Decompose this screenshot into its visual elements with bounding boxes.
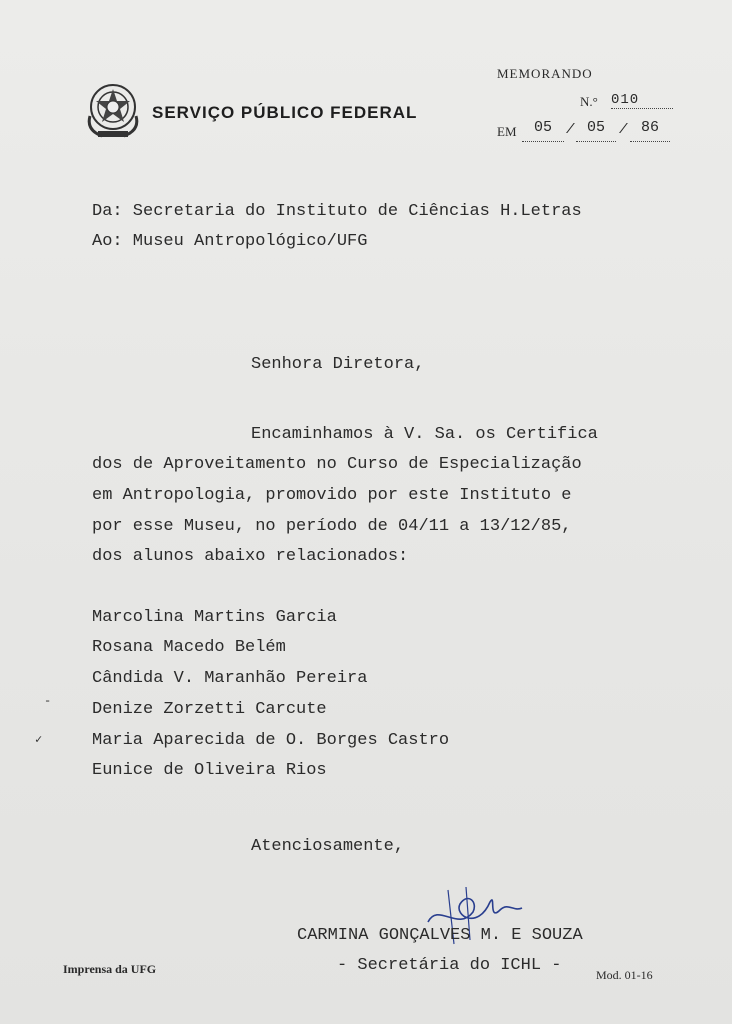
memo-label: MEMORANDO (497, 66, 593, 81)
signatory-title: - Secretária do ICHL - (337, 956, 562, 975)
student-name: Cândida V. Maranhão Pereira (92, 669, 368, 688)
memo-number-label: N.° (580, 94, 598, 109)
printer-credit: Imprensa da UFG (63, 962, 157, 976)
institution-title: SERVIÇO PÚBLICO FEDERAL (152, 103, 418, 122)
body-line: dos alunos abaixo relacionados: (92, 547, 409, 566)
signatory-name: CARMINA GONÇALVES M. E SOUZA (297, 926, 583, 945)
margin-mark: ✓ (35, 733, 43, 747)
student-name: Marcolina Martins Garcia (92, 608, 337, 627)
memo-date-label: EM (497, 124, 517, 139)
student-name: Maria Aparecida de O. Borges Castro (92, 731, 450, 750)
memo-date-month: 05 (576, 119, 616, 142)
body-line: por esse Museu, no período de 04/11 a 13/12/85, (92, 517, 572, 536)
memo-date-year: 86 (630, 119, 670, 142)
to-line: Ao: Museu Antropológico/UFG (92, 232, 368, 251)
form-model: Mod. 01-16 (596, 968, 653, 982)
body-line: Encaminhamos à V. Sa. os Certifica (251, 425, 598, 444)
student-name: Eunice de Oliveira Rios (92, 761, 327, 780)
memo-date-day: 05 (522, 119, 564, 142)
date-separator: / (566, 122, 575, 138)
student-name: Rosana Macedo Belém (92, 638, 286, 657)
body-line: em Antropologia, promovido por este Instituto e (92, 486, 572, 505)
closing: Atenciosamente, (251, 837, 405, 856)
student-name: Denize Zorzetti Carcute (92, 700, 327, 719)
salutation: Senhora Diretora, (251, 355, 425, 374)
from-line: Da: Secretaria do Instituto de Ciências H.Letras (92, 202, 582, 221)
memo-number-value: 010 (611, 92, 673, 109)
date-separator: / (619, 122, 628, 138)
coat-of-arms-icon (80, 76, 146, 142)
margin-mark: - (44, 694, 52, 708)
body-line: dos de Aproveitamento no Curso de Especialização (92, 455, 582, 474)
